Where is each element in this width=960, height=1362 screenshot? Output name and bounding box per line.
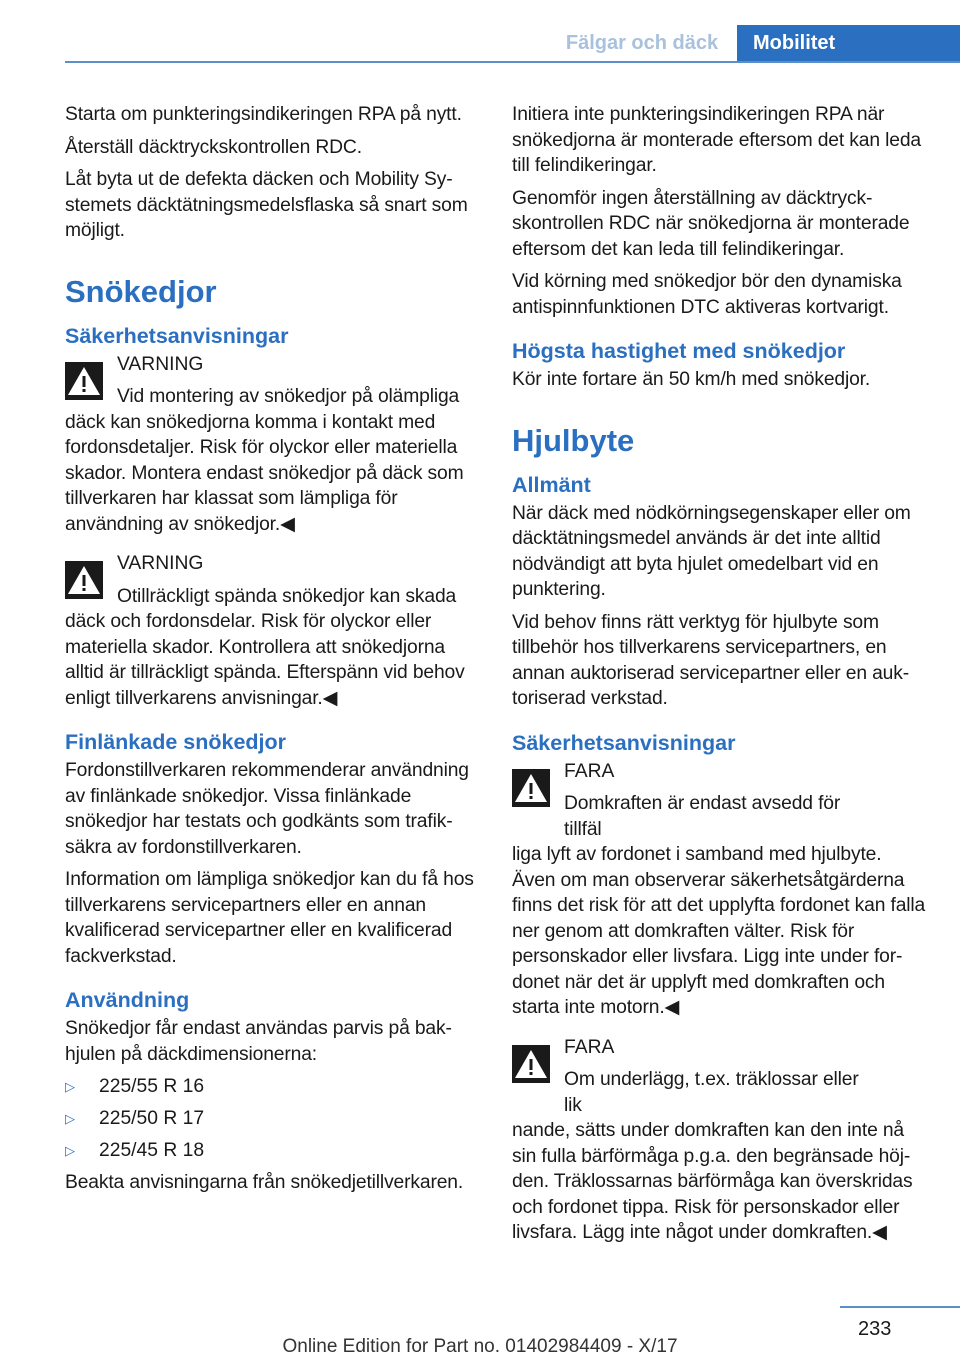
left-column (65, 102, 480, 1203)
warning-label: VARNING (117, 353, 204, 375)
subheading-sakerhetsanvisningar: Säkerhetsanvisningar (512, 730, 736, 755)
subheading-hogsta-hastighet: Högsta hastighet med snökedjor (512, 339, 846, 363)
paragraph: Snökedjor får endast användas parvis på bakhjulen på däckdimensionerna: (65, 1018, 452, 1065)
subheading-allmant: Allmänt (512, 472, 591, 497)
danger-text: Domkraften är endast avsedd för tillfäl (564, 793, 841, 840)
paragraph: Återställ däcktryckskontrollen RDC. (65, 136, 362, 158)
warning-text-continued: däck och fordonsdelar. Risk för olyckor eller materiella skador. Kontrollera att snökedjorna alltid är tillräckligt spända. Efterspänn vid behov enligt tillverkarens anvisningar.◀ (65, 611, 465, 709)
danger-text: Om underlägg, t.ex. träklossar eller lik (564, 1069, 859, 1116)
paragraph: Beakta anvisningarna från snökedjetillverkaren. (65, 1172, 464, 1193)
danger-label: FARA (564, 760, 615, 782)
triangle-right-icon: ▷ (65, 1111, 75, 1126)
list-item-text: 225/55 R 16 (99, 1076, 205, 1097)
paragraph: Initiera inte punkteringsindikeringen RPA när snökedjorna är monterade eftersom det kan leda till felindikeringar. (512, 104, 921, 176)
subheading-finlankade-snokedjor: Finlänkade snökedjor (65, 730, 287, 754)
list-item (65, 1138, 480, 1164)
tire-size-list (65, 1074, 480, 1164)
tab-falgar-och-dack[interactable]: Fälgar och däck (549, 25, 735, 61)
paragraph: Vid körning med snökedjor bör den dynamiska antispinnfunktionen DTC aktiveras kortvarigt. (512, 271, 902, 318)
list-item (65, 1074, 480, 1100)
list-item (65, 1106, 480, 1132)
header-rule (65, 61, 960, 63)
paragraph: Kör inte fortare än 50 km/h med snökedjor. (512, 369, 871, 390)
subheading-sakerhetsanvisningar: Säkerhetsanvisningar (65, 323, 289, 348)
warning-text: Vid montering av snökedjor på olämpliga (117, 386, 460, 407)
warning-block (65, 551, 480, 711)
warning-text: Otillräckligt spända snökedjor kan skada (117, 585, 457, 607)
section-title-snokedjor: Snökedjor (65, 273, 217, 309)
list-item-text: 225/45 R 18 (99, 1140, 205, 1161)
right-column (512, 102, 928, 1260)
section-title-hjulbyte: Hjulbyte (512, 422, 635, 458)
list-item-text: 225/50 R 17 (99, 1108, 205, 1129)
danger-text-continued: nande, sätts under domkraften kan den inte nå sin fulla bärförmåga p.g.a. den begränsade höjden. Träklossarnas bärförmåga kan överskridas och fordonet tippa. Risk för personskador eller livsfara. Lägg inte något under domkraften.◀ (512, 1120, 913, 1243)
page-number: 233 (858, 1318, 892, 1340)
warning-triangle-icon (65, 362, 103, 400)
paragraph: Vid behov finns rätt verktyg för hjulbyte som tillbehör hos tillverkarens servicepartners, en annan auktoriserad servicepartner eller en auktoriserad verkstad. (512, 611, 910, 709)
danger-block (512, 759, 928, 1021)
triangle-right-icon: ▷ (65, 1143, 75, 1158)
paragraph: Låt byta ut de defekta däcken och Mobility Systemets däcktätningsmedelsflaska så snart som möjligt. (65, 169, 468, 241)
subheading-anvandning: Användning (65, 988, 190, 1012)
paragraph: Starta om punkteringsindikeringen RPA på nytt. (65, 104, 462, 125)
danger-text-continued: liga lyft av fordonet i samband med hjulbyte. Även om man observerar säkerhetsåtgärderna finns det risk för att det upplyfta fordonet kan falla ner genom att domkraften välter. Risk för personskador eller livsfara. Ligg inte under fordonet när det är upplyft med domkraften och starta inte motorn.◀ (512, 844, 926, 1018)
warning-triangle-icon (512, 769, 550, 807)
warning-triangle-icon (512, 1045, 550, 1083)
tab-mobilitet[interactable]: Mobilitet (737, 25, 960, 61)
warning-triangle-icon (65, 561, 103, 599)
footer-edition: Online Edition for Part no. 01402984409 - X/17 (282, 1336, 678, 1357)
paragraph: Information om lämpliga snökedjor kan du få hos tillverkarens servicepartners eller en annan kvalificerad servicepartner eller en kvalificerad fackverkstad. (65, 869, 474, 967)
warning-label: VARNING (117, 553, 204, 574)
danger-block (512, 1035, 928, 1246)
triangle-right-icon: ▷ (65, 1079, 75, 1094)
paragraph: Fordonstillverkaren rekommenderar användning av finlänkade snökedjor. Vissa finlänkade snökedjor har testats och godkänts som trafiksäkra av fordonstillverkaren. (65, 760, 469, 858)
footer-rule (840, 1306, 960, 1308)
paragraph: Genomför ingen återställning av däcktryckskontrollen RDC när snökedjorna är monterade eftersom det kan leda till felindikeringar. (512, 187, 910, 260)
danger-label: FARA (564, 1036, 615, 1058)
warning-text-continued: däck kan snökedjorna komma i kontakt med fordonsdetaljer. Risk för olyckor eller materiella skador. Montera endast snökedjor på däck som tillverkaren har klassat som lämpliga för användning av snökedjor.◀ (65, 411, 464, 535)
paragraph: När däck med nödkörningsegenskaper eller om däcktätningsmedel används är det inte alltid nödvändigt att byta hjulet omedelbart vid en punktering. (512, 502, 911, 600)
warning-block (65, 352, 480, 538)
